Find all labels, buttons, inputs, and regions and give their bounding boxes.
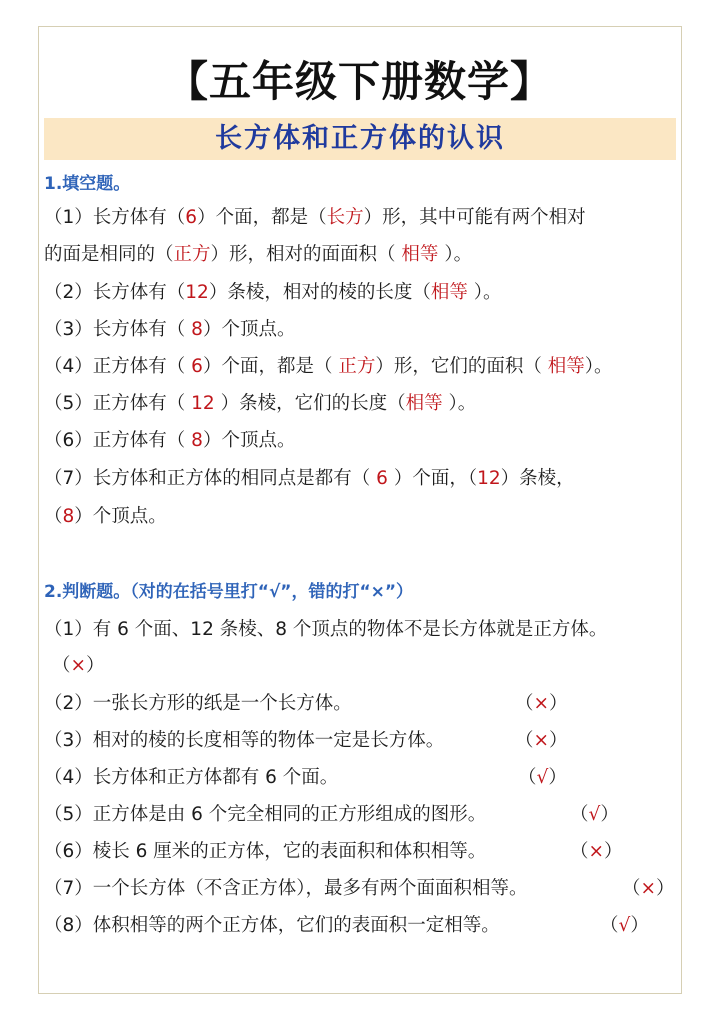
judge-mark-4-answer: √ [536, 767, 549, 788]
q2-text-1: （2）长方体有（ [44, 282, 186, 303]
judge-mark-1-close: ） [86, 655, 105, 676]
fill-question-2 [44, 279, 502, 307]
q5-text-1: （5）正方体有（ [44, 393, 192, 414]
judge-mark-8 [600, 912, 649, 940]
judge-item-2: （2）一张长方形的纸是一个长方体。 [44, 693, 352, 714]
judge-mark-4-open: （ [518, 767, 537, 788]
judge-item-3: （3）相对的棱的长度相等的物体一定是长方体。 [44, 730, 445, 751]
fill-question-4 [44, 353, 613, 381]
judge-item-8: （8）体积相等的两个正方体，它们的表面积一定相等。 [44, 915, 500, 936]
q7-text-2: ）个面，（ [387, 468, 478, 489]
judge-mark-7 [622, 875, 675, 903]
judge-mark-1-answer: × [70, 655, 87, 676]
judge-mark-2-open: （ [515, 693, 534, 714]
judge-mark-8-answer: √ [618, 915, 631, 936]
fill-question-6 [44, 427, 295, 455]
judge-mark-3 [515, 727, 568, 755]
judge-mark-1-open: （ [52, 655, 71, 676]
page-title: 【五年级下册数学】 [165, 57, 553, 106]
judge-mark-2-answer: × [533, 693, 550, 714]
judge-mark-2-close: ） [549, 693, 568, 714]
fill-question-5 [44, 390, 476, 418]
q2-text-3: ）。 [467, 282, 502, 303]
fill-question-3 [44, 316, 295, 344]
judge-mark-7-answer: × [640, 878, 657, 899]
q7-text-5: ）个顶点。 [74, 506, 167, 527]
q7-text-1: （7）长方体和正方体的相同点是都有（ [44, 468, 377, 489]
q5-answer-1: 12 [191, 393, 215, 414]
judge-mark-6-answer: × [588, 841, 605, 862]
subtitle-band [44, 118, 676, 160]
q2-answer-2: 相等 [430, 282, 468, 303]
subtitle: 长方体和正方体的认识 [215, 123, 505, 154]
judge-mark-8-open: （ [600, 915, 619, 936]
q1-text-1: （1）长方体有（ [44, 207, 186, 228]
q5-answer-2: 相等 [405, 393, 443, 414]
q3-text-1: （3）长方体有（ [44, 319, 192, 340]
q4-text-3: ）形，它们的面积（ [375, 356, 548, 377]
judge-item-4: （4）长方体和正方体都有 6 个面。 [44, 767, 339, 788]
judge-mark-7-open: （ [622, 878, 641, 899]
judge-mark-5 [570, 801, 619, 829]
q1-text-2: ）个面，都是（ [197, 207, 327, 228]
q7-answer-1: 6 [376, 468, 388, 489]
fill-question-7-line-1 [44, 465, 575, 493]
q2-text-2: ）条棱，相对的棱的长度（ [208, 282, 431, 303]
q6-text-2: ）个顶点。 [202, 430, 296, 451]
judge-mark-3-open: （ [515, 730, 534, 751]
q7-answer-3: 8 [62, 506, 75, 527]
q4-answer-1: 6 [191, 356, 203, 377]
judge-item-1: （1）有 6 个面、12 条棱、8 个顶点的物体不是长方体就是正方体。 [44, 619, 608, 640]
q4-text-2: ）个面，都是（ [202, 356, 339, 377]
judge-mark-4 [518, 764, 567, 792]
fill-question-7-line-2 [44, 503, 167, 531]
judge-item-5: （5）正方体是由 6 个完全相同的正方形组成的图形。 [44, 804, 487, 825]
judge-mark-3-close: ） [549, 730, 568, 751]
judge-mark-5-close: ） [600, 804, 619, 825]
q4-text-1: （4）正方体有（ [44, 356, 192, 377]
q1-answer-1: 6 [185, 207, 198, 228]
fill-question-1-line-1 [44, 204, 586, 232]
judge-item-6: （6）棱长 6 厘米的正方体，它的表面积和体积相等。 [44, 841, 487, 862]
q4-answer-3: 相等 [547, 356, 585, 377]
q4-answer-2: 正方 [338, 356, 376, 377]
q4-text-4: ）。 [584, 356, 613, 377]
q1-answer-2: 长方 [326, 207, 364, 228]
q1-text-5: ）形，相对的面面积（ [210, 244, 402, 265]
fill-question-1-line-2 [44, 241, 472, 269]
judge-mark-7-close: ） [656, 878, 675, 899]
q7-answer-2: 12 [477, 468, 501, 489]
q3-answer-1: 8 [191, 319, 203, 340]
judge-mark-3-answer: × [533, 730, 550, 751]
judge-mark-6-open: （ [570, 841, 589, 862]
judge-item-7: （7）一个长方体（不含正方体），最多有两个面面积相等。 [44, 878, 528, 899]
judge-mark-5-answer: √ [588, 804, 601, 825]
q6-answer-1: 8 [191, 430, 203, 451]
q1-text-4: 的面是相同的（ [44, 244, 174, 265]
q5-text-2: ）条棱，它们的长度（ [214, 393, 406, 414]
q1-answer-4: 相等 [401, 244, 439, 265]
q7-text-3: ）条棱， [500, 468, 575, 489]
judge-mark-6 [570, 838, 623, 866]
q2-answer-1: 12 [185, 282, 209, 303]
section-heading-true-false: 2.判断题。（对的在括号里打“√”，错的打“×”） [44, 582, 414, 602]
q1-answer-3: 正方 [173, 244, 211, 265]
q3-text-2: ）个顶点。 [202, 319, 296, 340]
q1-text-6: ）。 [438, 244, 473, 265]
q7-text-4: （ [44, 506, 63, 527]
judge-mark-6-close: ） [604, 841, 623, 862]
q1-text-3: ）形，其中可能有两个相对 [363, 207, 586, 228]
judge-mark-4-close: ） [548, 767, 567, 788]
q5-text-3: ）。 [442, 393, 477, 414]
judge-mark-1 [52, 652, 105, 680]
judge-mark-5-open: （ [570, 804, 589, 825]
judge-mark-2 [515, 690, 568, 718]
section-heading-fill-blank: 1.填空题。 [44, 174, 131, 194]
q6-text-1: （6）正方体有（ [44, 430, 192, 451]
judge-mark-8-close: ） [630, 915, 649, 936]
